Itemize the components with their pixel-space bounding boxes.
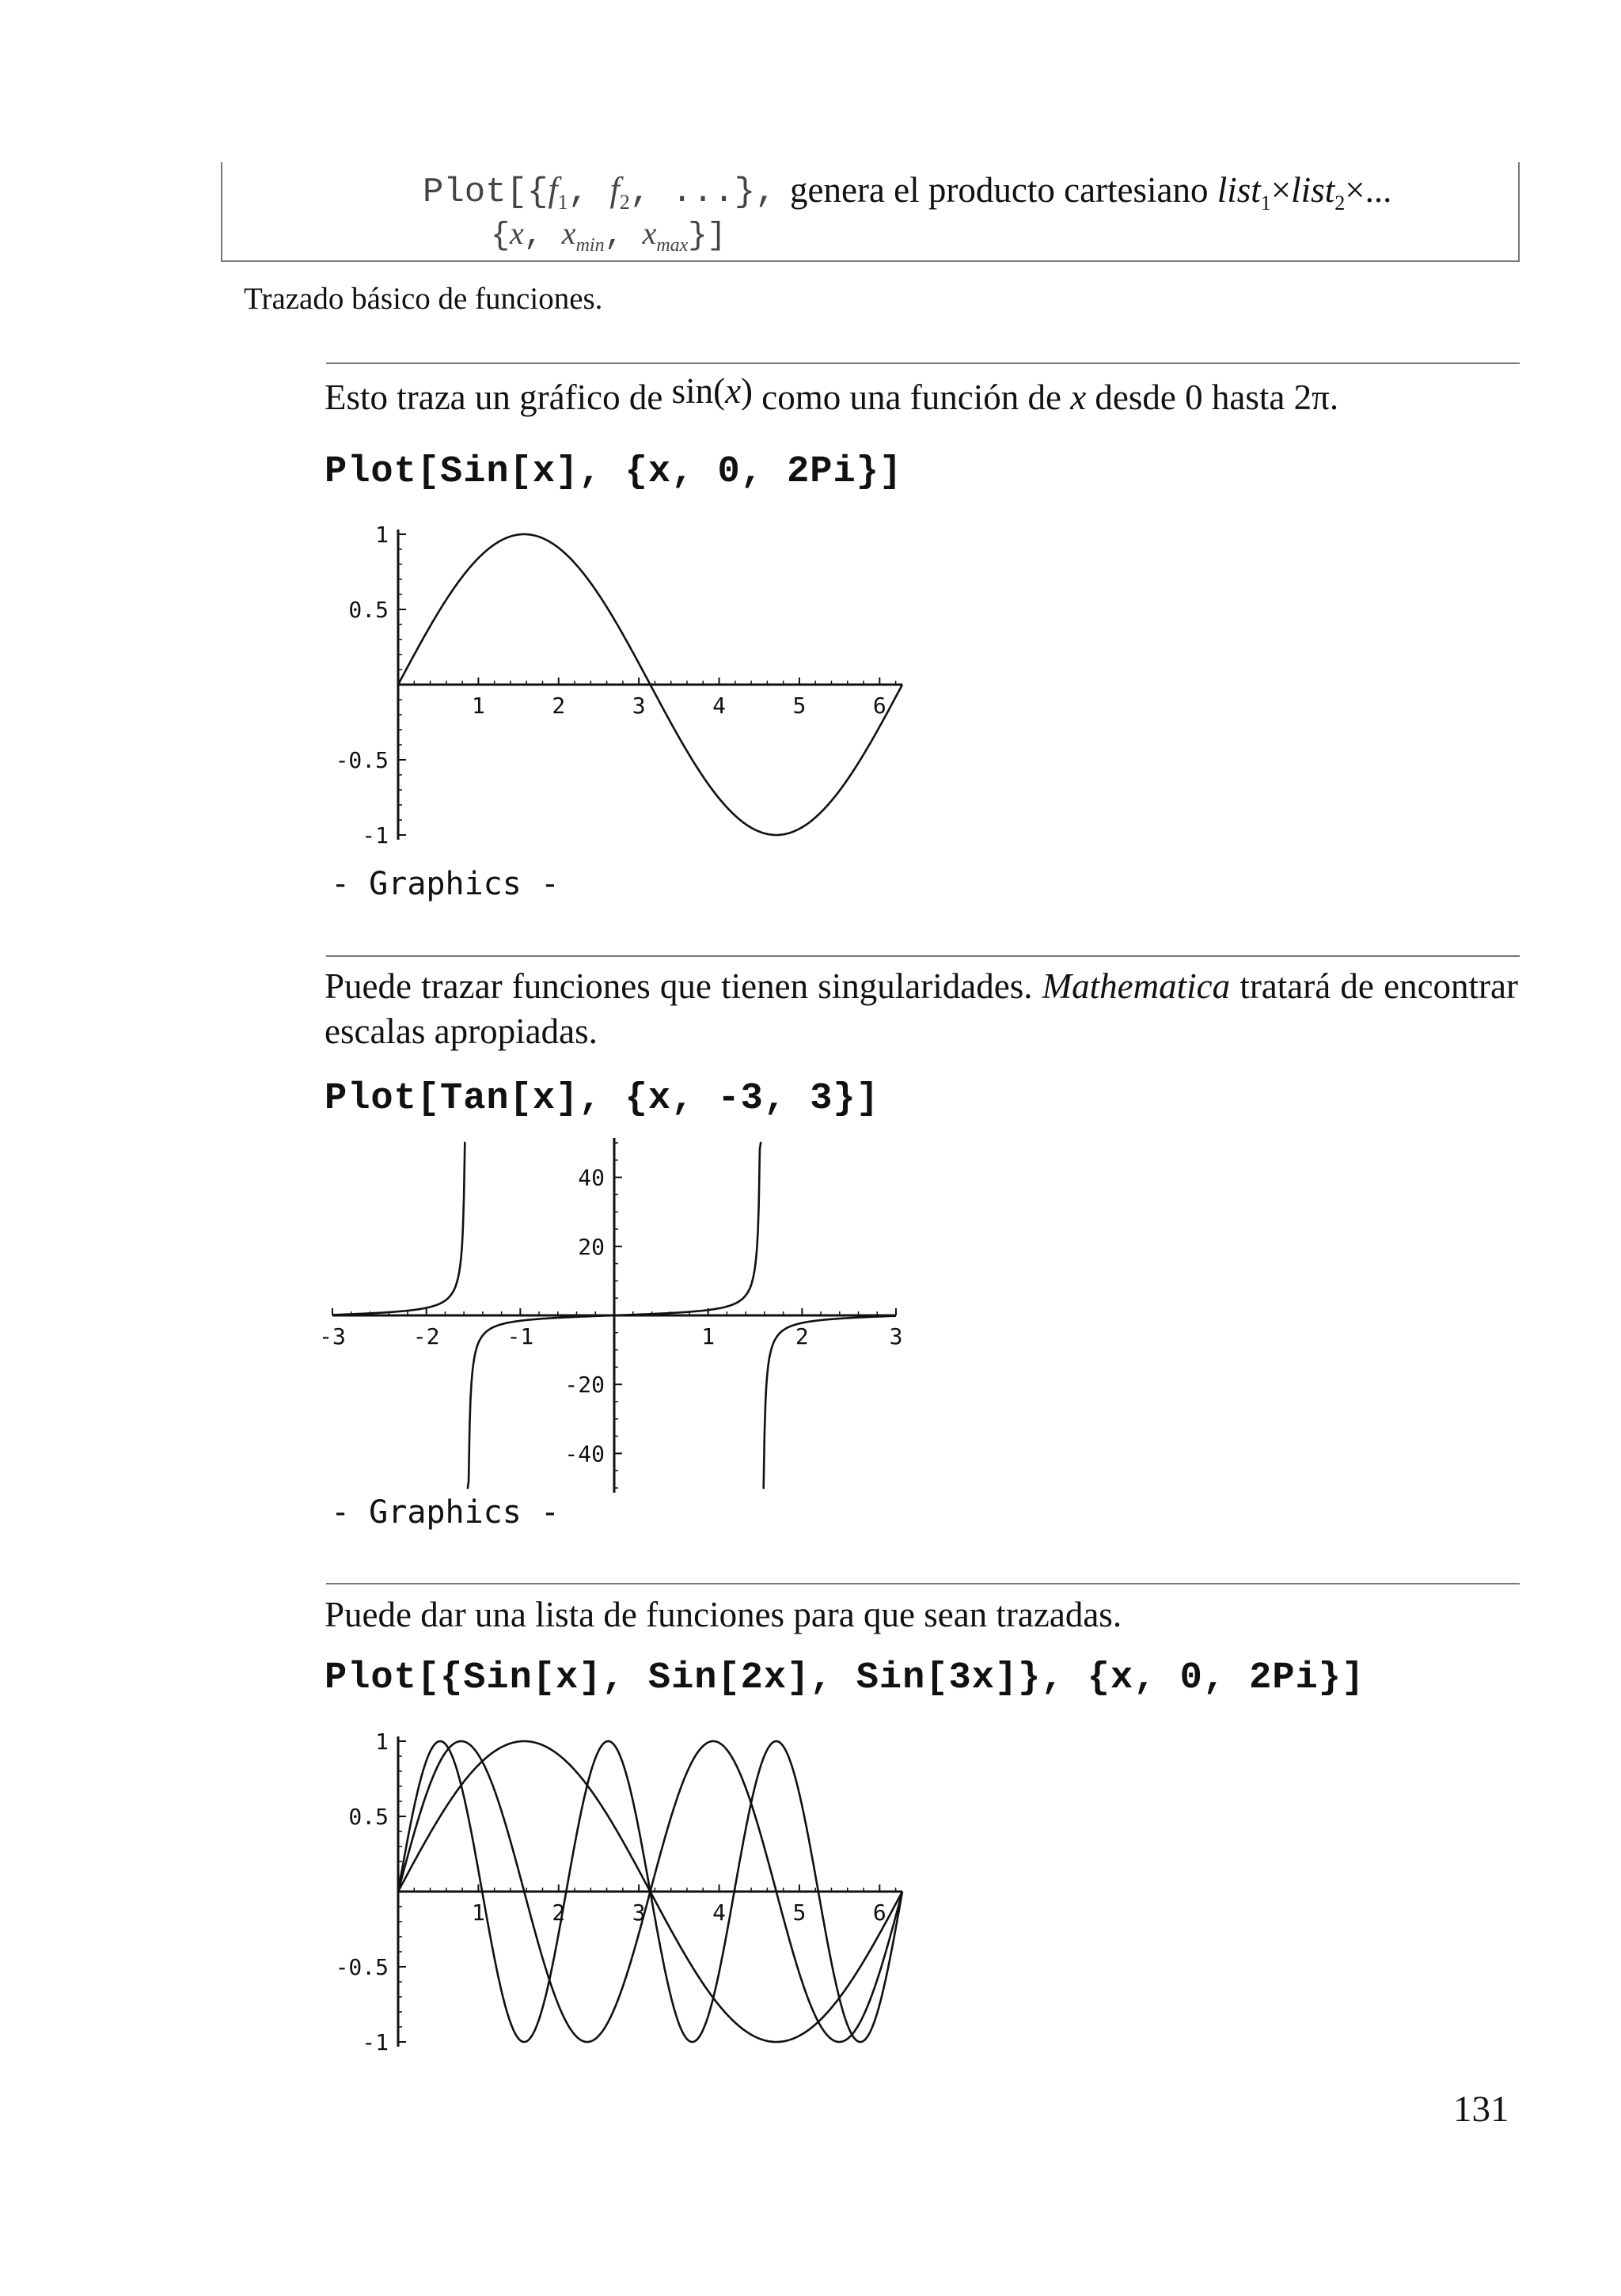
section-2-output: - Graphics -: [331, 1494, 560, 1531]
y-tick-label: -0.5: [335, 747, 389, 773]
y-tick-label: -1: [362, 2029, 389, 2055]
x-tick-label: 1: [471, 693, 485, 719]
section-divider: [326, 362, 1520, 364]
section-1-text: Esto traza un gráfico de sin(x) como una función de x desde 0 hasta 2π.: [325, 371, 1339, 417]
y-tick-label: 0.5: [348, 597, 389, 623]
x-tick-label: 1: [701, 1323, 716, 1349]
x-tick-label: 3: [632, 1899, 646, 1926]
y-tick-label: 40: [578, 1164, 605, 1191]
y-tick-label: 0.5: [348, 1804, 389, 1830]
page-number: 131: [1453, 2089, 1509, 2130]
tan-plot: [317, 1133, 918, 1497]
table-description: genera el producto cartesiano list$_1$×list$_2$×...: [790, 170, 1392, 214]
sin-plot: [317, 518, 918, 851]
y-tick-label: -40: [564, 1440, 605, 1467]
section-1-code: Plot[Sin[x], {x, 0, 2Pi}]: [325, 451, 903, 493]
y-tick-label: 1: [375, 1729, 389, 1755]
x-tick-label: 2: [552, 693, 566, 719]
x-tick-label: 4: [712, 1899, 726, 1926]
table-code-line2: {x, $x_{min}$, $x_{max}$}]: [491, 215, 727, 256]
section-3-text: Puede dar una lista de funciones para que sean trazadas.: [325, 1595, 1122, 1634]
x-tick-label: 5: [792, 1899, 807, 1926]
y-tick-label: 20: [578, 1233, 605, 1260]
x-tick-label: 2: [795, 1323, 809, 1349]
section-1-output: - Graphics -: [331, 866, 560, 902]
table-caption: Trazado básico de funciones.: [244, 282, 603, 316]
x-tick-label: 5: [792, 693, 807, 719]
x-tick-label: 3: [889, 1323, 903, 1349]
x-tick-label: 4: [712, 693, 726, 719]
x-tick-label: 1: [471, 1899, 485, 1926]
multi-sin-plot: [317, 1725, 918, 2058]
y-tick-label: 1: [375, 522, 389, 548]
x-tick-label: 6: [872, 693, 886, 719]
section-divider: [326, 1583, 1520, 1584]
table-code-line1: $Plot[\{f_1$, $f_2$, ...},: [423, 170, 776, 214]
x-tick-label: -3: [319, 1323, 346, 1349]
x-tick-label: -2: [412, 1323, 440, 1349]
section-3-code: Plot[{Sin[x], Sin[2x], Sin[3x]}, {x, 0, 2Pi}]: [325, 1657, 1365, 1699]
x-tick-label: 6: [872, 1899, 886, 1926]
section-divider: [326, 955, 1520, 957]
x-tick-label: -1: [507, 1323, 534, 1349]
section-2-code: Plot[Tan[x], {x, -3, 3}]: [325, 1078, 879, 1120]
y-tick-label: -0.5: [335, 1954, 389, 1980]
y-tick-label: -20: [564, 1372, 605, 1398]
y-tick-label: -1: [362, 822, 389, 848]
x-tick-label: 3: [632, 693, 646, 719]
section-2-text: Puede trazar funciones que tienen singularidades. Mathematica tratará de encontrar escalas apropiadas.: [325, 966, 1518, 1051]
x-tick-label: 2: [552, 1899, 566, 1926]
